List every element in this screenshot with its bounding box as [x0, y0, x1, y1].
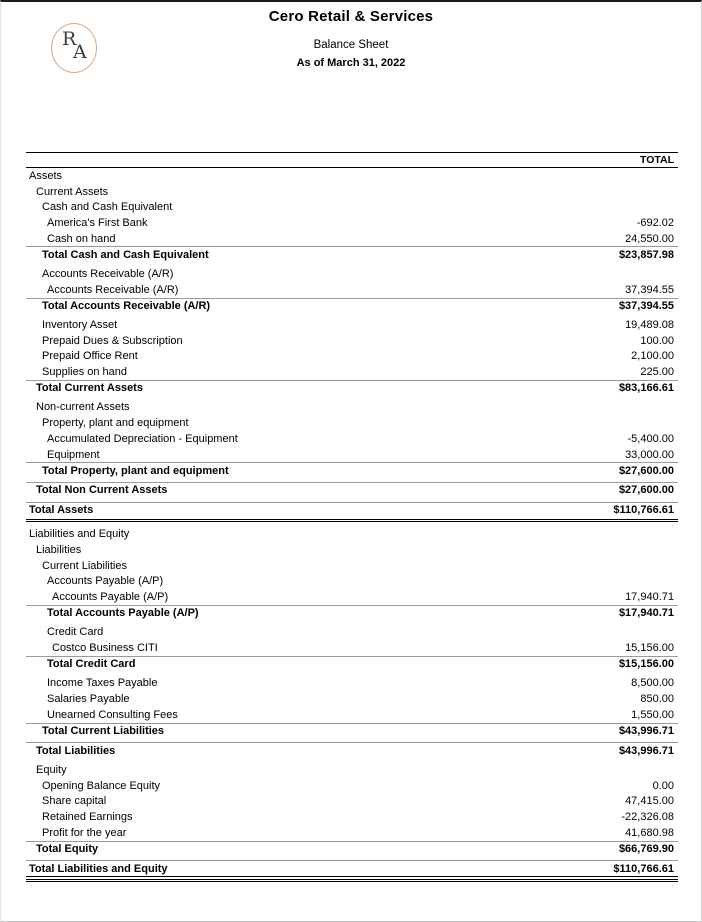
report-date: As of March 31, 2022	[296, 57, 406, 69]
table-row	[26, 707, 678, 723]
logo-letter-a: A	[73, 41, 87, 63]
company-logo	[51, 23, 97, 73]
row-label: Total Current Assets	[36, 382, 143, 395]
row-value: $17,940.71	[618, 607, 674, 620]
row-label: Current Assets	[36, 185, 109, 198]
balance-sheet-table	[26, 152, 678, 883]
logo-letter-r: R	[62, 28, 77, 50]
row-value: $83,166.61	[618, 382, 674, 395]
row-label: Total Credit Card	[47, 658, 136, 671]
total-row	[26, 502, 678, 518]
row-value: $43,996.71	[618, 725, 674, 738]
table-row	[26, 349, 678, 365]
table-row	[26, 625, 678, 641]
row-label: Total Cash and Cash Equivalent	[42, 248, 209, 261]
table-header-row	[26, 152, 678, 168]
row-label: Supplies on hand	[42, 366, 128, 379]
row-label: Cash and Cash Equivalent	[42, 201, 173, 214]
row-label: Prepaid Office Rent	[42, 350, 138, 363]
row-value: $23,857.98	[618, 248, 674, 261]
row-label: Assets	[29, 169, 63, 182]
table-row	[26, 266, 678, 282]
table-row	[26, 676, 678, 692]
row-value: $37,394.55	[618, 299, 674, 312]
table-row	[26, 809, 678, 825]
row-label: Accounts Payable (A/P)	[47, 575, 164, 588]
row-value: $66,769.90	[618, 842, 674, 855]
row-value: 41,680.98	[625, 826, 674, 839]
table-row	[26, 317, 678, 333]
row-label: Profit for the year	[42, 826, 127, 839]
report-header	[1, 2, 701, 69]
row-value: 850.00	[640, 693, 674, 706]
row-value: 33,000.00	[625, 448, 674, 461]
row-label: Costco Business CITI	[52, 642, 158, 655]
row-label: Total Liabilities and Equity	[29, 862, 168, 875]
row-label: Equity	[36, 763, 67, 776]
row-value: 37,394.55	[625, 283, 674, 296]
row-label: Accounts Receivable (A/R)	[47, 283, 179, 296]
row-label: Income Taxes Payable	[47, 677, 158, 690]
row-value: 19,489.08	[625, 319, 674, 332]
total-row	[26, 246, 678, 262]
row-label: America's First Bank	[47, 216, 148, 229]
row-label: Total Assets	[29, 504, 94, 517]
row-value: $110,766.61	[613, 504, 674, 517]
total-row	[26, 860, 678, 877]
row-label: Non-current Assets	[36, 401, 130, 414]
row-label: Credit Card	[47, 626, 104, 639]
row-value: $27,600.00	[618, 464, 674, 477]
row-label: Property, plant and equipment	[42, 417, 189, 430]
row-label: Prepaid Dues & Subscription	[42, 334, 183, 347]
total-row	[26, 605, 678, 621]
row-value: -22,326.08	[621, 810, 674, 823]
row-value: 15,156.00	[625, 642, 674, 655]
row-value: 8,500.00	[631, 677, 674, 690]
double-rule-divider	[26, 879, 678, 882]
table-row	[26, 415, 678, 431]
table-row	[26, 184, 678, 200]
row-label: Total Liabilities	[36, 744, 116, 757]
total-row	[26, 656, 678, 672]
row-label: Accounts Payable (A/P)	[52, 591, 169, 604]
row-value: 2,100.00	[631, 350, 674, 363]
row-label: Equipment	[47, 448, 100, 461]
table-row	[26, 447, 678, 463]
table-row	[26, 778, 678, 794]
row-value: $15,156.00	[618, 658, 674, 671]
row-value: 47,415.00	[625, 795, 674, 808]
row-label: Liabilities and Equity	[29, 528, 130, 541]
table-row	[26, 431, 678, 447]
table-row	[26, 400, 678, 416]
table-row	[26, 793, 678, 809]
total-row	[26, 841, 678, 857]
company-name: Cero Retail & Services	[268, 8, 434, 25]
row-label: Total Accounts Payable (A/P)	[47, 607, 199, 620]
row-label: Inventory Asset	[42, 319, 118, 332]
table-row	[26, 640, 678, 656]
table-row	[26, 574, 678, 590]
row-label: Total Property, plant and equipment	[42, 464, 229, 477]
row-value: $27,600.00	[618, 484, 674, 497]
row-value: 24,550.00	[625, 232, 674, 245]
row-label: Unearned Consulting Fees	[47, 708, 178, 721]
row-value: -5,400.00	[627, 432, 674, 445]
row-label: Salaries Payable	[47, 693, 130, 706]
row-value: 0.00	[652, 779, 674, 792]
total-column-header: TOTAL	[639, 154, 674, 166]
table-row	[26, 168, 678, 184]
table-row	[26, 199, 678, 215]
table-row	[26, 282, 678, 298]
report-title: Balance Sheet	[313, 39, 389, 51]
total-row	[26, 723, 678, 739]
table-row	[26, 825, 678, 841]
row-value: 1,550.00	[631, 708, 674, 721]
row-value: -692.02	[636, 216, 674, 229]
table-row	[26, 762, 678, 778]
row-label: Current Liabilities	[42, 559, 127, 572]
table-row	[26, 364, 678, 380]
row-label: Opening Balance Equity	[42, 779, 161, 792]
row-value: 100.00	[640, 334, 674, 347]
table-row	[26, 542, 678, 558]
total-row	[26, 482, 678, 498]
row-value: 17,940.71	[625, 591, 674, 604]
row-label: Total Current Liabilities	[42, 725, 165, 738]
total-row	[26, 298, 678, 314]
row-label: Accumulated Depreciation - Equipment	[47, 432, 238, 445]
table-row	[26, 691, 678, 707]
row-value: 225.00	[640, 366, 674, 379]
total-row	[26, 380, 678, 396]
row-label: Share capital	[42, 795, 107, 808]
table-row	[26, 333, 678, 349]
row-value: $110,766.61	[613, 862, 674, 875]
row-label: Total Equity	[36, 842, 99, 855]
row-label: Liabilities	[36, 543, 82, 556]
table-row	[26, 589, 678, 605]
total-row	[26, 742, 678, 758]
table-row	[26, 231, 678, 247]
row-label: Accounts Receivable (A/R)	[42, 267, 174, 280]
row-label: Total Non Current Assets	[36, 484, 168, 497]
table-row	[26, 215, 678, 231]
total-row	[26, 462, 678, 478]
table-row	[26, 526, 678, 542]
table-row	[26, 558, 678, 574]
row-label: Cash on hand	[47, 232, 116, 245]
row-label: Total Accounts Receivable (A/R)	[42, 299, 211, 312]
row-value: $43,996.71	[618, 744, 674, 757]
row-label: Retained Earnings	[42, 810, 133, 823]
table-body	[26, 168, 678, 882]
double-rule-divider	[26, 519, 678, 522]
